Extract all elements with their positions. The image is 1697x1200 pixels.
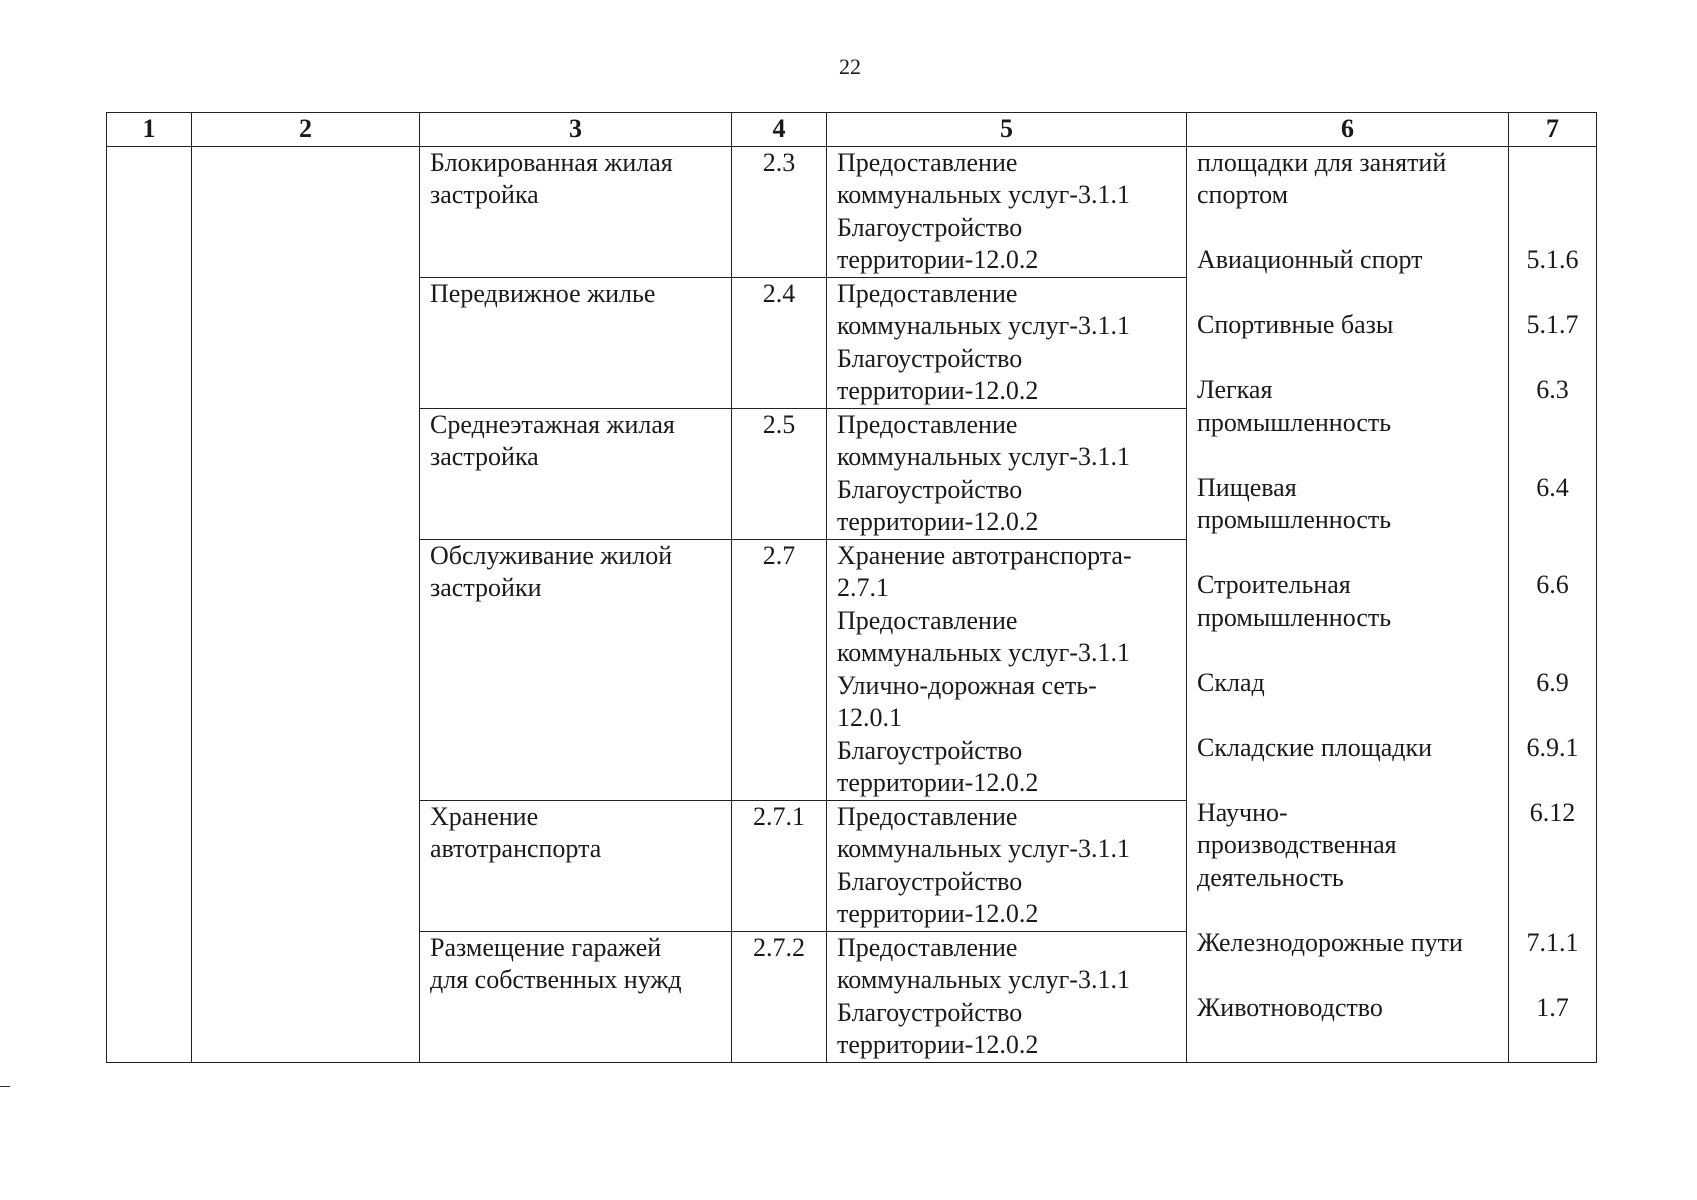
aux-use-line: Предоставление: [837, 147, 1018, 177]
margin-mark: [0, 1086, 10, 1087]
aux-use-cell: [827, 800, 1187, 931]
conditional-use-line: Легкая: [1197, 375, 1273, 404]
conditional-use-line: Научно-: [1197, 797, 1288, 827]
conditional-use-line: [1197, 894, 1498, 927]
aux-use-line: Предоставление: [837, 409, 1018, 439]
aux-use-line: Благоустройство: [837, 474, 1023, 504]
aux-use-line: Благоустройство: [837, 997, 1023, 1027]
aux-use-line: территории-12.0.2: [837, 1030, 1039, 1059]
conditional-use-line: [1197, 537, 1498, 570]
aux-use-line: Предоставление: [837, 932, 1018, 962]
conditional-code-line: [1519, 504, 1586, 537]
aux-use-line: 2.7.1: [837, 573, 889, 602]
header-col-3: 3: [420, 113, 732, 147]
use-name-line: автотранспорта: [430, 834, 602, 863]
use-name-line: Передвижное жилье: [430, 278, 656, 308]
conditional-use-line: Спортивные базы: [1197, 310, 1394, 339]
conditional-use-line: [1197, 699, 1498, 732]
use-code-cell: 2.3: [732, 146, 827, 277]
aux-use-line: территории-12.0.2: [837, 245, 1039, 274]
use-name-line: застройка: [430, 180, 539, 209]
use-code-cell: 2.7.1: [732, 800, 827, 931]
header-col-1: 1: [107, 113, 192, 147]
aux-use-line: Благоустройство: [837, 866, 1023, 896]
conditional-use-line: [1197, 342, 1498, 375]
conditional-use-line: [1197, 764, 1498, 797]
aux-use-line: Благоустройство: [837, 343, 1023, 373]
conditional-use-line: производственная: [1197, 830, 1397, 859]
conditional-code-line: 5.1.7: [1526, 310, 1579, 339]
conditional-code-line: 6.12: [1529, 797, 1576, 827]
conditional-use-line: [1197, 439, 1498, 472]
conditional-code-line: 6.9.1: [1526, 732, 1579, 762]
header-col-2: 2: [192, 113, 420, 147]
conditional-code-line: [1519, 212, 1586, 245]
aux-use-line: коммунальных услуг-3.1.1: [837, 180, 1130, 209]
conditional-code-line: [1519, 537, 1586, 570]
conditional-code-line: 6.3: [1536, 375, 1569, 404]
header-col-4: 4: [732, 113, 827, 147]
conditional-use-line: промышленность: [1197, 407, 1392, 437]
use-name-line: застройка: [430, 442, 539, 471]
conditional-code-line: [1519, 959, 1586, 992]
conditional-code-line: 6.9: [1536, 667, 1569, 697]
conditional-use-line: площадки для занятий: [1197, 147, 1447, 177]
use-name-line: Обслуживание жилой: [430, 540, 673, 570]
conditional-use-line: [1197, 277, 1498, 310]
use-code-cell: 2.4: [732, 277, 827, 408]
use-name-line: Блокированная жилая: [430, 147, 673, 177]
conditional-code-line: [1519, 862, 1586, 895]
aux-use-cell: [827, 931, 1187, 1062]
col-2-cell: [192, 146, 420, 1062]
aux-use-line: территории-12.0.2: [837, 899, 1039, 928]
use-name-line: для собственных нужд: [430, 965, 682, 994]
conditional-code-line: 5.1.6: [1526, 245, 1579, 274]
conditional-use-line: спортом: [1197, 180, 1289, 209]
aux-use-cell: [827, 146, 1187, 277]
conditional-code-line: [1519, 829, 1586, 862]
aux-use-line: коммунальных услуг-3.1.1: [837, 965, 1130, 994]
use-name-line: Среднеэтажная жилая: [430, 409, 675, 439]
conditional-code-line: [1519, 634, 1586, 667]
conditional-use-line: Складские площадки: [1197, 732, 1433, 762]
conditional-code-line: [1519, 439, 1586, 472]
header-col-6: 6: [1187, 113, 1509, 147]
conditional-code-line: [1519, 407, 1586, 440]
conditional-code-line: 6.4: [1536, 472, 1569, 502]
aux-use-cell: [827, 408, 1187, 539]
aux-use-line: Улично-дорожная сеть-: [837, 670, 1097, 700]
aux-use-line: 12.0.1: [837, 703, 902, 732]
use-name-cell: [420, 800, 732, 931]
aux-use-cell: [827, 539, 1187, 800]
conditional-use-line: Железнодорожные пути: [1197, 927, 1463, 957]
aux-use-line: коммунальных услуг-3.1.1: [837, 834, 1130, 863]
conditional-use-line: промышленность: [1197, 505, 1392, 534]
table-row: [107, 146, 1597, 277]
aux-use-cell: [827, 277, 1187, 408]
aux-use-line: Предоставление: [837, 801, 1018, 831]
use-name-line: Размещение гаражей: [430, 932, 662, 962]
header-col-7: 7: [1509, 113, 1597, 147]
conditional-use-line: Животноводство: [1197, 992, 1383, 1022]
aux-use-line: территории-12.0.2: [837, 376, 1039, 405]
conditional-code-line: [1519, 277, 1586, 310]
conditional-code-line: [1519, 699, 1586, 732]
header-col-5: 5: [827, 113, 1187, 147]
conditional-code-line: 7.1.1: [1526, 927, 1579, 957]
aux-use-line: коммунальных услуг-3.1.1: [837, 442, 1130, 471]
aux-use-line: коммунальных услуг-3.1.1: [837, 311, 1130, 340]
aux-use-line: территории-12.0.2: [837, 507, 1039, 536]
use-name-cell: [420, 146, 732, 277]
header-row: [107, 113, 1597, 147]
conditional-use-line: [1197, 212, 1498, 245]
use-code-cell: 2.5: [732, 408, 827, 539]
aux-use-line: Предоставление: [837, 278, 1018, 308]
conditional-code-line: [1519, 179, 1586, 212]
use-name-cell: [420, 277, 732, 408]
aux-use-line: Хранение автотранспорта-: [837, 540, 1132, 570]
conditional-use-line: промышленность: [1197, 602, 1392, 632]
conditional-code-line: [1519, 342, 1586, 375]
aux-use-line: Благоустройство: [837, 212, 1023, 242]
conditional-use-line: [1197, 634, 1498, 667]
conditional-code-line: [1519, 764, 1586, 797]
use-code-cell: 2.7: [732, 539, 827, 800]
conditional-use-line: Пищевая: [1197, 472, 1297, 502]
conditional-use-cell: [1187, 146, 1509, 1062]
use-name-cell: [420, 539, 732, 800]
page-number: 22: [839, 54, 861, 79]
aux-use-line: коммунальных услуг-3.1.1: [837, 638, 1130, 667]
use-name-line: застройки: [430, 573, 542, 602]
col-1-cell: [107, 146, 192, 1062]
conditional-use-line: деятельность: [1197, 862, 1344, 892]
aux-use-line: Благоустройство: [837, 735, 1023, 765]
use-name-cell: [420, 408, 732, 539]
conditional-code-line: [1519, 894, 1586, 927]
use-name-cell: [420, 931, 732, 1062]
conditional-code-line: 1.7: [1536, 992, 1569, 1022]
conditional-use-line: Авиационный спорт: [1197, 245, 1423, 274]
conditional-code-line: [1519, 147, 1586, 180]
conditional-use-line: [1197, 959, 1498, 992]
conditional-use-line: Строительная: [1197, 570, 1351, 599]
conditional-code-line: 6.6: [1536, 570, 1569, 599]
conditional-code-line: [1519, 602, 1586, 635]
aux-use-line: территории-12.0.2: [837, 768, 1039, 797]
conditional-use-line: Склад: [1197, 667, 1265, 697]
zoning-table: [106, 112, 1597, 1063]
aux-use-line: Предоставление: [837, 605, 1018, 635]
conditional-code-cell: [1509, 146, 1597, 1062]
use-code-cell: 2.7.2: [732, 931, 827, 1062]
use-name-line: Хранение: [430, 801, 539, 831]
